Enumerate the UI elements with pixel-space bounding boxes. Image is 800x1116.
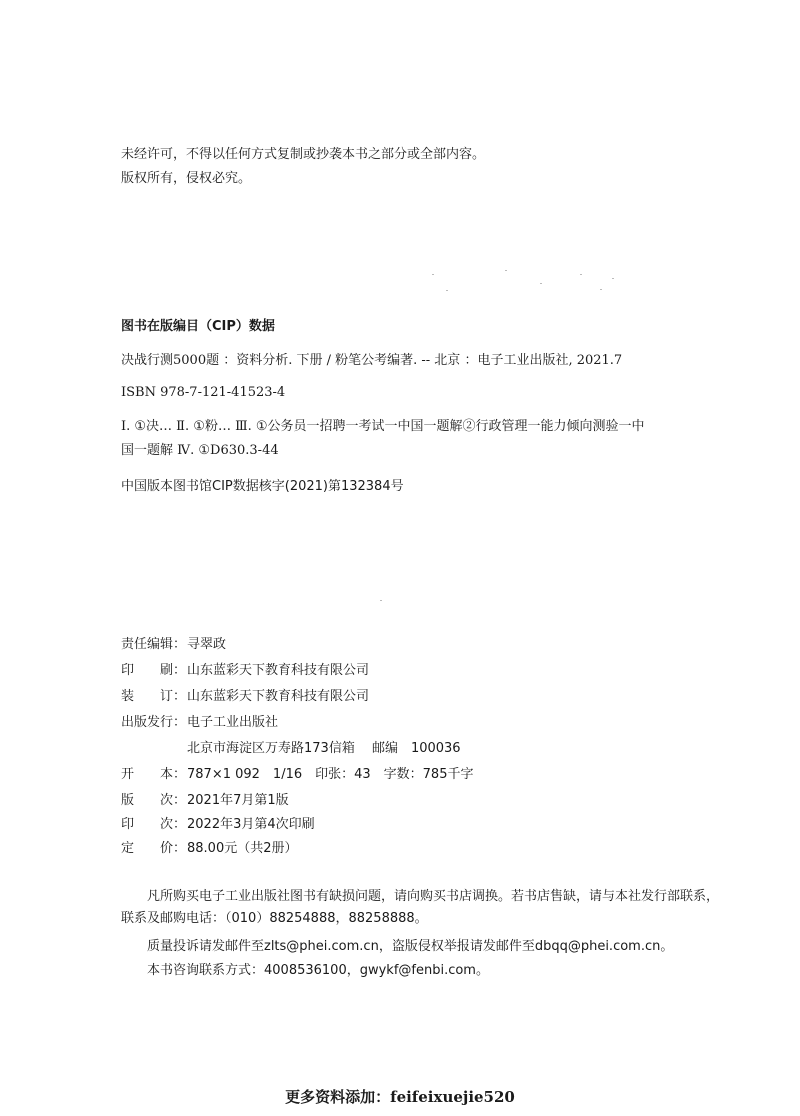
notice-paragraph-3: 本书咨询联系方式：4008536100，gwykf@fenbi.com。 — [147, 963, 489, 978]
price-label: 定 价： — [121, 841, 187, 856]
footer-contact-note: 更多资料添加：feifeixuejie520 — [285, 1088, 515, 1106]
printer-label: 印 刷： — [121, 663, 187, 678]
printing-value: 2022年3月第4次印刷 — [187, 817, 315, 832]
imprint-format — [121, 766, 473, 784]
copyright-line-2: 版权所有，侵权必究。 — [121, 171, 252, 186]
imprint-binder — [121, 688, 369, 706]
publisher-label: 出版发行： — [121, 715, 187, 730]
price-value: 88.00元（共2册） — [187, 841, 298, 856]
printer-value: 山东蓝彩天下教育科技有限公司 — [187, 663, 370, 678]
binder-label: 装 订： — [121, 689, 187, 704]
copyright-line-1: 未经许可，不得以任何方式复制或抄袭本书之部分或全部内容。 — [121, 147, 486, 162]
format-value: 787×1 092 1/16 印张：43 字数：785千字 — [187, 767, 474, 782]
address-value: 北京市海淀区万寿路173信箱 邮编 100036 — [187, 741, 461, 756]
notice-paragraph-2: 质量投诉请发邮件至zlts@phei.com.cn，盗版侵权举报请发邮件至dbqq@phei.com.cn。 — [147, 939, 674, 954]
cip-isbn: ISBN 978-7-121-41523-4 — [121, 385, 286, 400]
cip-number: 中国版本图书馆CIP数据核字(2021)第132384号 — [121, 479, 404, 494]
notice-paragraph-1: 凡所购买电子工业出版社图书有缺损问题，请向购买书店调换。若书店售缺，请与本社发行部联系，联系及邮购电话：（010）88254888，88258888。 — [121, 889, 720, 926]
edition-value: 2021年7月第1版 — [187, 793, 289, 808]
cip-title-line: 决战行测5000题 ：资料分析. 下册 / 粉笔公考编著. -- 北京 ：电子工业出版社, 2021.7 — [121, 353, 623, 368]
imprint-editor — [121, 636, 226, 654]
imprint-edition — [121, 792, 289, 810]
edition-label: 版 次： — [121, 793, 187, 808]
publisher-value: 电子工业出版社 — [187, 715, 279, 730]
cip-classification-2: 国一题解 Ⅳ. ①D630.3-44 — [121, 443, 279, 458]
editor-value: 寻翠政 — [187, 637, 227, 652]
imprint-printing — [121, 816, 315, 834]
binder-value: 山东蓝彩天下教育科技有限公司 — [187, 689, 370, 704]
cip-heading: 图书在版编目（CIP）数据 — [121, 319, 275, 334]
imprint-publisher — [121, 714, 278, 732]
format-label: 开 本： — [121, 767, 187, 782]
cip-classification-1: Ⅰ. ①决… Ⅱ. ①粉… Ⅲ. ①公务员一招聘一考试一中国一题解②行政管理一能力倾向测验一中 — [121, 419, 645, 434]
editor-label: 责任编辑： — [121, 637, 187, 652]
imprint-printer — [121, 662, 369, 680]
printing-label: 印 次： — [121, 817, 187, 832]
imprint-price — [121, 840, 298, 858]
imprint-address — [121, 740, 461, 758]
